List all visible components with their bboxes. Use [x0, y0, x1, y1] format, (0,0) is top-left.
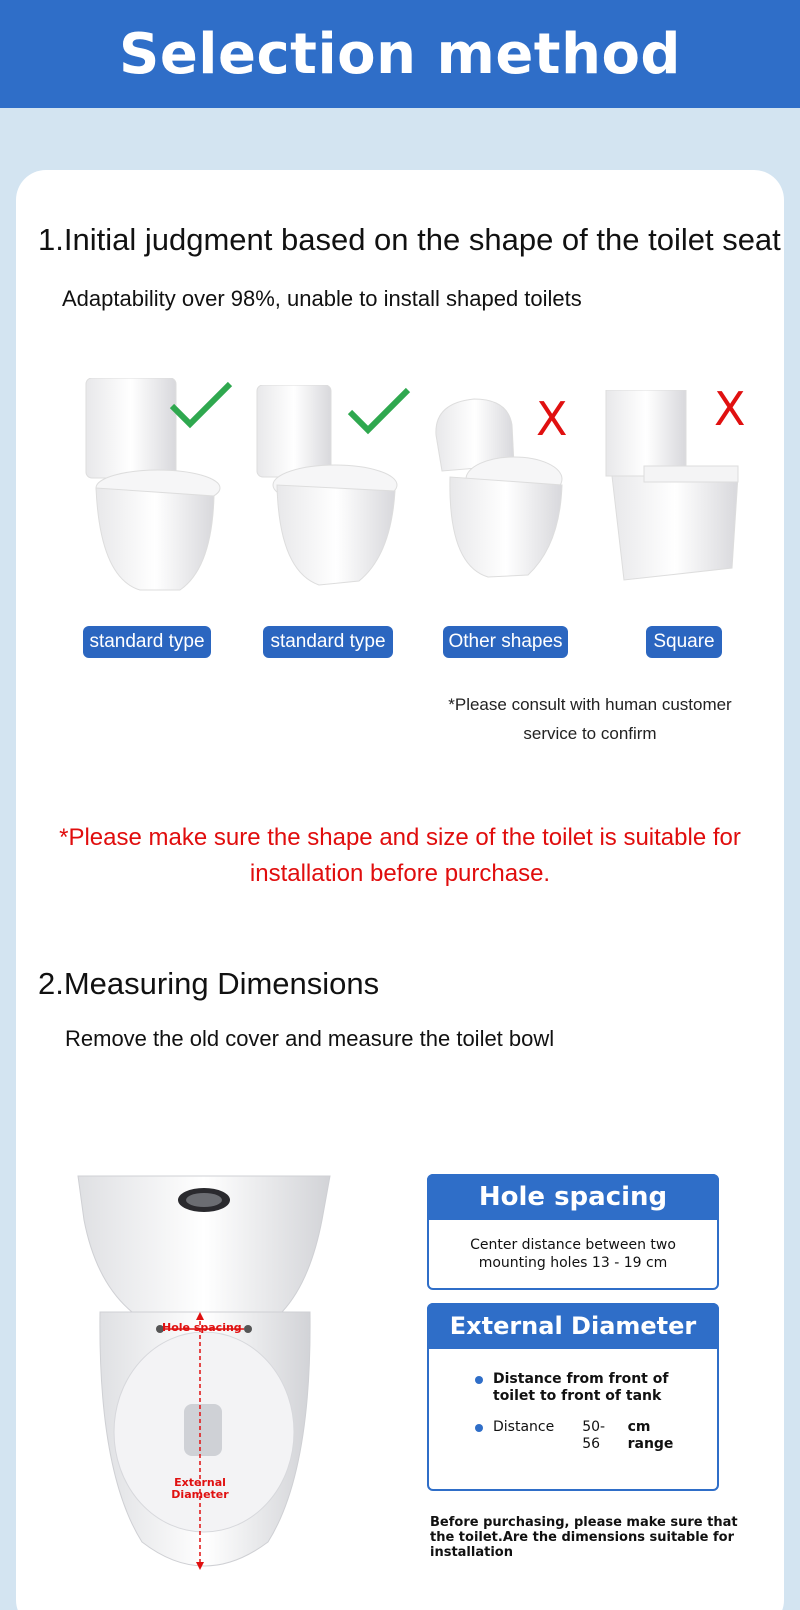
- check-icon: [168, 378, 234, 435]
- label-other-shapes: Other shapes: [443, 626, 568, 658]
- hole-spacing-box-title: Hole spacing: [427, 1174, 719, 1220]
- bullet-text-distance-value: 50-56: [582, 1419, 606, 1452]
- hole-spacing-box-text: Center distance between two mounting holes 13 - 19 cm: [470, 1237, 676, 1271]
- bullet-text-distance-label: Distance: [493, 1419, 555, 1435]
- diagram-label-external-diameter: External Diameter: [171, 1476, 229, 1501]
- section1-title: 1.Initial judgment based on the shape of the toilet seat: [38, 222, 781, 257]
- page-header: [0, 0, 800, 108]
- label-square: Square: [646, 626, 722, 658]
- x-mark-icon: X: [536, 392, 568, 446]
- section2-title: 2.Measuring Dimensions: [38, 966, 380, 1001]
- bullet-item: [475, 1371, 697, 1405]
- hole-spacing-box: [427, 1174, 719, 1290]
- bullet-item: [475, 1419, 697, 1453]
- bullet-text-distance-unit: cm range: [627, 1419, 674, 1452]
- label-standard-type-1: standard type: [83, 626, 211, 658]
- section1-subtitle: Adaptability over 98%, unable to install shaped toilets: [62, 286, 582, 311]
- page-title: Selection method: [118, 21, 681, 87]
- bullet-dot-icon: [475, 1376, 483, 1384]
- section2-subtitle: Remove the old cover and measure the toilet bowl: [65, 1026, 555, 1051]
- check-icon: [346, 384, 412, 441]
- footnote: Before purchasing, please make sure that the toilet.Are the dimensions suitable for installation: [430, 1515, 738, 1560]
- label-standard-type-2: standard type: [263, 626, 393, 658]
- diagram-label-hole-spacing: Hole spacing: [162, 1321, 242, 1334]
- external-diameter-box: [427, 1303, 719, 1491]
- purchase-warning: *Please make sure the shape and size of the toilet is suitable for installation before purchase.: [59, 824, 741, 887]
- toilet-top-view-diagram: [72, 1172, 337, 1572]
- consult-note: *Please consult with human customer service to confirm: [448, 695, 732, 743]
- external-diameter-box-title: External Diameter: [427, 1303, 719, 1349]
- bullet-text: Distance from front of toilet to front of tank: [493, 1371, 669, 1404]
- bullet-dot-icon: [475, 1424, 483, 1432]
- x-mark-icon: X: [714, 382, 746, 436]
